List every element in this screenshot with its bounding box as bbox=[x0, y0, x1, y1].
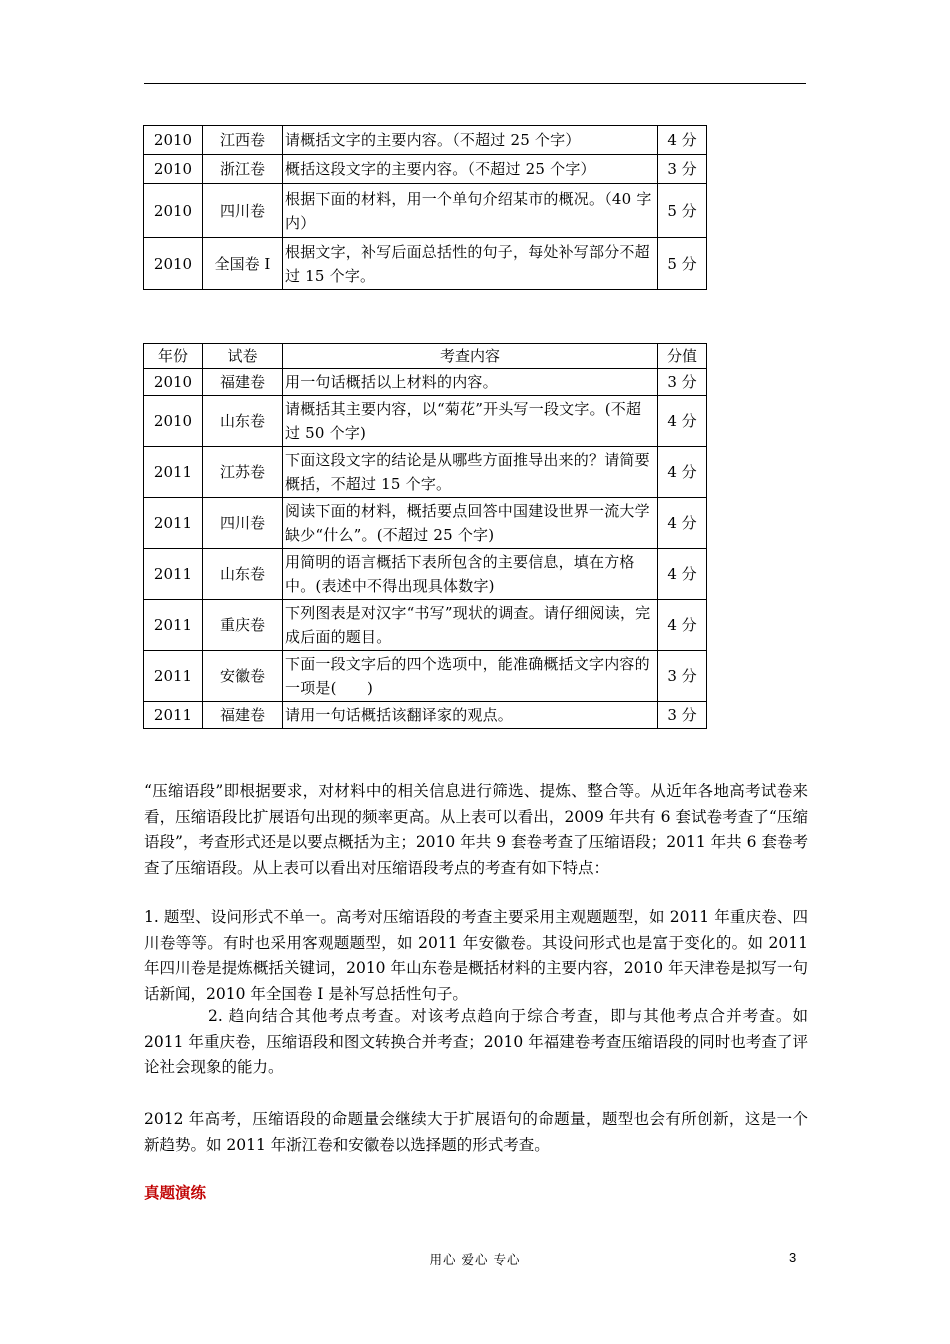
feature-paragraph-2: 2. 趋向结合其他考点考查。对该考点趋向于综合考查，即与其他考点合并考查。如 2011 年重庆卷，压缩语段和图文转换合并考查；2010 年福建卷考查压缩语段的同时也考查了评论社会现象的能力。 bbox=[144, 1007, 808, 1076]
year-cell: 2011 bbox=[144, 549, 203, 600]
table-header-row bbox=[144, 344, 707, 369]
year-cell: 2010 bbox=[144, 184, 203, 238]
paper-cell: 重庆卷 bbox=[203, 600, 283, 651]
year-cell: 2010 bbox=[144, 396, 203, 447]
section-title: 真题演练 bbox=[144, 1183, 207, 1202]
header-score: 分值 bbox=[658, 344, 707, 369]
year-cell: 2011 bbox=[144, 447, 203, 498]
year-cell: 2011 bbox=[144, 651, 203, 702]
table-row bbox=[144, 184, 707, 238]
year-cell: 2010 bbox=[144, 369, 203, 396]
content-cell: 用一句话概括以上材料的内容。 bbox=[283, 369, 658, 396]
intro-paragraph: “压缩语段”即根据要求，对材料中的相关信息进行筛选、提炼、整合等。从近年各地高考试卷来看，压缩语段比扩展语句出现的频率更高。从上表可以看出，2009 年共有 6 套试卷考查了“压缩语段”，考查形式还是以要点概括为主；2010 年共 9 套卷考查了压缩语段；2011 年共 6 套卷考查了压缩语段。从上表可以看出对压缩语段考点的考查有如下特点： bbox=[144, 782, 808, 877]
content-cell: 阅读下面的材料，概括要点回答中国建设世界一流大学缺少“什么”。(不超过 25 个字) bbox=[283, 498, 658, 549]
exam-table-2 bbox=[143, 343, 707, 729]
year-cell: 2010 bbox=[144, 155, 203, 184]
score-cell: 4 分 bbox=[658, 126, 707, 155]
content-cell: 用简明的语言概括下表所包含的主要信息，填在方格中。(表述中不得出现具体数字) bbox=[283, 549, 658, 600]
table-row bbox=[144, 498, 707, 549]
page-number: 3 bbox=[789, 1250, 797, 1265]
content-cell: 下面这段文字的结论是从哪些方面推导出来的？请简要概括，不超过 15 个字。 bbox=[283, 447, 658, 498]
content-cell: 请用一句话概括该翻译家的观点。 bbox=[283, 702, 658, 729]
table-row bbox=[144, 702, 707, 729]
table-row bbox=[144, 238, 707, 290]
score-cell: 5 分 bbox=[658, 238, 707, 290]
paper-cell: 四川卷 bbox=[203, 184, 283, 238]
score-cell: 4 分 bbox=[658, 549, 707, 600]
content-cell: 概括这段文字的主要内容。（不超过 25 个字） bbox=[283, 155, 658, 184]
table-row bbox=[144, 155, 707, 184]
table-row bbox=[144, 369, 707, 396]
content-cell: 请概括文字的主要内容。（不超过 25 个字） bbox=[283, 126, 658, 155]
paper-cell: 福建卷 bbox=[203, 369, 283, 396]
score-cell: 3 分 bbox=[658, 369, 707, 396]
content-cell: 下面一段文字后的四个选项中，能准确概括文字内容的一项是( ) bbox=[283, 651, 658, 702]
score-cell: 4 分 bbox=[658, 447, 707, 498]
header-year: 年份 bbox=[144, 344, 203, 369]
score-cell: 4 分 bbox=[658, 498, 707, 549]
table-row bbox=[144, 600, 707, 651]
table-row bbox=[144, 549, 707, 600]
score-cell: 5 分 bbox=[658, 184, 707, 238]
trend-paragraph: 2012 年高考，压缩语段的命题量会继续大于扩展语句的命题量，题型也会有所创新，这是一个新趋势。如 2011 年浙江卷和安徽卷以选择题的形式考查。 bbox=[144, 1110, 808, 1154]
table-row bbox=[144, 447, 707, 498]
score-cell: 4 分 bbox=[658, 600, 707, 651]
header-rule bbox=[144, 83, 806, 84]
year-cell: 2010 bbox=[144, 126, 203, 155]
table-row bbox=[144, 651, 707, 702]
paper-cell: 江苏卷 bbox=[203, 447, 283, 498]
paper-cell: 山东卷 bbox=[203, 549, 283, 600]
header-paper: 试卷 bbox=[203, 344, 283, 369]
paper-cell: 福建卷 bbox=[203, 702, 283, 729]
content-cell: 请概括其主要内容，以“菊花”开头写一段文字。(不超过 50 个字) bbox=[283, 396, 658, 447]
score-cell: 3 分 bbox=[658, 651, 707, 702]
year-cell: 2011 bbox=[144, 498, 203, 549]
score-cell: 3 分 bbox=[658, 155, 707, 184]
paper-cell: 安徽卷 bbox=[203, 651, 283, 702]
paper-cell: 江西卷 bbox=[203, 126, 283, 155]
content-cell: 根据文字，补写后面总括性的句子，每处补写部分不超过 15 个字。 bbox=[283, 238, 658, 290]
score-cell: 3 分 bbox=[658, 702, 707, 729]
table-row bbox=[144, 126, 707, 155]
content-cell: 根据下面的材料，用一个单句介绍某市的概况。（40 字内） bbox=[283, 184, 658, 238]
header-content: 考查内容 bbox=[283, 344, 658, 369]
year-cell: 2011 bbox=[144, 702, 203, 729]
content-cell: 下列图表是对汉字“书写”现状的调查。请仔细阅读，完成后面的题目。 bbox=[283, 600, 658, 651]
exam-table-1 bbox=[143, 125, 707, 290]
paper-cell: 山东卷 bbox=[203, 396, 283, 447]
feature-paragraph-1: 1. 题型、设问形式不单一。高考对压缩语段的考查主要采用主观题题型，如 2011 年重庆卷、四川卷等等。有时也采用客观题题型，如 2011 年安徽卷。其设问形式也是富于变化的。如 2011 年四川卷是提炼概括关键词，2010 年山东卷是概括材料的主要内容，2010 年天津卷是拟写一句话新闻，2010 年全国卷 I 是补写总括性句子。 bbox=[144, 908, 808, 1003]
paper-cell: 浙江卷 bbox=[203, 155, 283, 184]
table-row bbox=[144, 396, 707, 447]
year-cell: 2010 bbox=[144, 238, 203, 290]
year-cell: 2011 bbox=[144, 600, 203, 651]
score-cell: 4 分 bbox=[658, 396, 707, 447]
footer-text: 用心 爱心 专心 bbox=[429, 1252, 521, 1267]
paper-cell: 全国卷 I bbox=[203, 238, 283, 290]
paper-cell: 四川卷 bbox=[203, 498, 283, 549]
